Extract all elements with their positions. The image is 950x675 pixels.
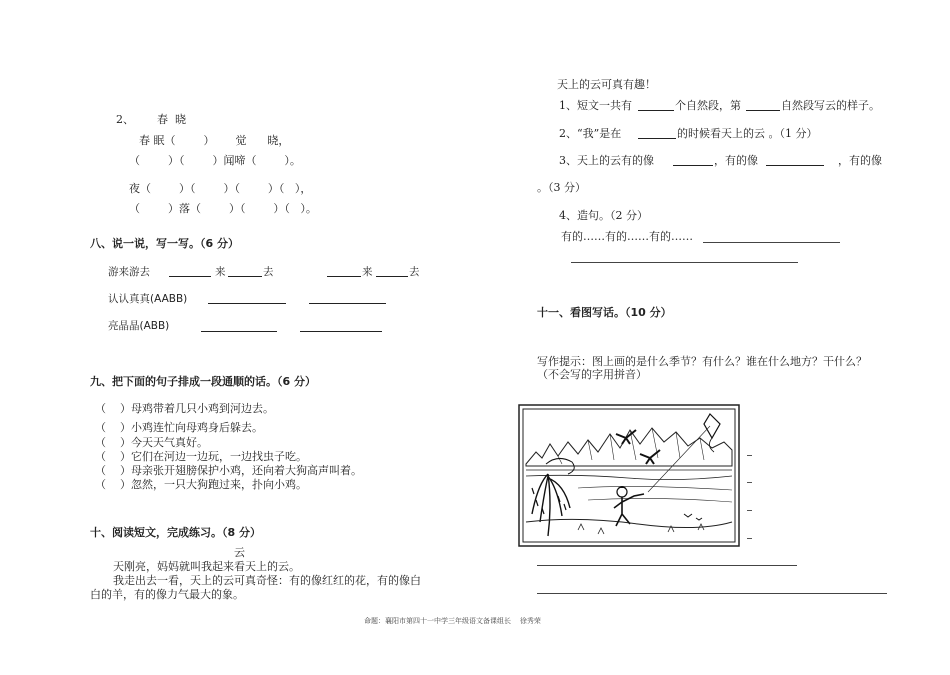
poem-line-2: （ ）（ ）闻啼（ ）。: [129, 154, 301, 167]
s8-blank-5[interactable]: [208, 292, 286, 304]
s9-item[interactable]: （ ）母亲张开翅膀保护小鸡，还向着大狗高声叫着。: [95, 464, 362, 477]
section-10-heading: 十、阅读短文，完成练习。（8 分）: [90, 526, 261, 539]
q4-label: 4、造句。（2 分）: [559, 209, 648, 222]
passage-line-3: 白的羊，有的像力气最大的象。: [90, 588, 244, 601]
poem-line-4: （ ）落（ ）（ ）（ ）。: [129, 202, 317, 215]
s9-item[interactable]: （ ）今天天气真好。: [95, 436, 208, 449]
passage-line-1: 天刚亮，妈妈就叫我起来看天上的云。: [113, 560, 300, 573]
q3-text-a: 3、天上的云有的像: [559, 154, 654, 167]
s9-item[interactable]: （ ）母鸡带着几只小鸡到河边去。: [95, 402, 274, 415]
poem-number: 2、: [116, 113, 134, 126]
poem-line-3: 夜（ ）（ ）（ ）（ ），: [129, 182, 312, 195]
writing-hint: 写作提示：图上画的是什么季节？有什么？谁在什么地方？干什么？: [537, 355, 867, 368]
kite-flying-picture: [518, 404, 740, 547]
picture-tick: [747, 510, 752, 511]
s9-item[interactable]: （ ）忽然，一只大狗跑过来，扑向小鸡。: [95, 478, 307, 491]
section-8-heading: 八、说一说，写一写。（6 分）: [90, 237, 239, 250]
writing-hint-note: （不会写的字用拼音）: [537, 368, 647, 381]
q1-text-a: 1、短文一共有: [559, 99, 632, 112]
s9-item[interactable]: （ ）小鸡连忙向母鸡身后躲去。: [95, 421, 263, 434]
passage-line-2: 我走出去一看，天上的云可真奇怪：有的像红红的花，有的像白: [113, 574, 421, 587]
q1-text-b: 个自然段，第: [675, 99, 741, 112]
writing-answer-line-2[interactable]: [537, 593, 887, 594]
writing-answer-line-1[interactable]: [537, 565, 797, 566]
s8-blank-8[interactable]: [300, 320, 382, 332]
picture-tick: [747, 538, 752, 539]
passage-continuation: 天上的云可真有趣！: [557, 78, 656, 91]
q3-text-c: ，有的像: [838, 154, 882, 167]
q4-sentence-start: 有的……有的……有的……: [561, 230, 693, 243]
s8-blank-3[interactable]: [327, 265, 361, 277]
s9-item[interactable]: （ ）它们在河边一边玩，一边找虫子吃。: [95, 450, 307, 463]
section-9-heading: 九、把下面的句子排成一段通顺的话。（6 分）: [90, 375, 316, 388]
s8-row2-label: 认认真真(AABB): [108, 293, 188, 305]
s8-row1-a: 来: [215, 266, 226, 278]
q3-blank-2[interactable]: [766, 154, 824, 166]
q3-text-d: 。（3 分）: [537, 181, 586, 194]
q4-answer-line-2[interactable]: [571, 262, 798, 263]
passage-title: 云: [234, 546, 245, 559]
s8-blank-2[interactable]: [228, 265, 262, 277]
s8-blank-6[interactable]: [309, 292, 386, 304]
q2-text-b: 的时候看天上的云 。（1 分）: [677, 127, 818, 140]
section-11-heading: 十一、看图写话。（10 分）: [537, 306, 672, 319]
s8-row1-d: 去: [409, 266, 420, 278]
picture-tick: [747, 455, 752, 456]
q2-text-a: 2、“我”是在: [559, 127, 622, 140]
s8-blank-7[interactable]: [201, 320, 277, 332]
s8-row3-label: 亮晶晶(ABB): [108, 320, 170, 332]
q4-answer-line-1[interactable]: [703, 242, 840, 243]
poem-title: 春 晓: [157, 113, 186, 126]
s8-row1-c: 来: [362, 266, 373, 278]
s8-row1-label: 游来游去: [108, 266, 150, 278]
footer-credit: 命题：襄阳市第四十一中学三年级语文备课组长 徐秀荣: [364, 617, 541, 625]
q3-text-b: ，有的像: [714, 154, 758, 167]
q2-blank[interactable]: [638, 127, 676, 139]
poem-line-1: 春 眠（ ） 觉 晓，: [139, 134, 290, 147]
picture-tick: [747, 482, 752, 483]
q1-blank-1[interactable]: [638, 99, 674, 111]
q1-text-c: 自然段写云的样子。: [781, 99, 880, 112]
s8-blank-4[interactable]: [376, 265, 408, 277]
q1-blank-2[interactable]: [746, 99, 780, 111]
q3-blank-1[interactable]: [673, 154, 713, 166]
s8-blank-1[interactable]: [169, 265, 211, 277]
s8-row1-b: 去: [263, 266, 274, 278]
